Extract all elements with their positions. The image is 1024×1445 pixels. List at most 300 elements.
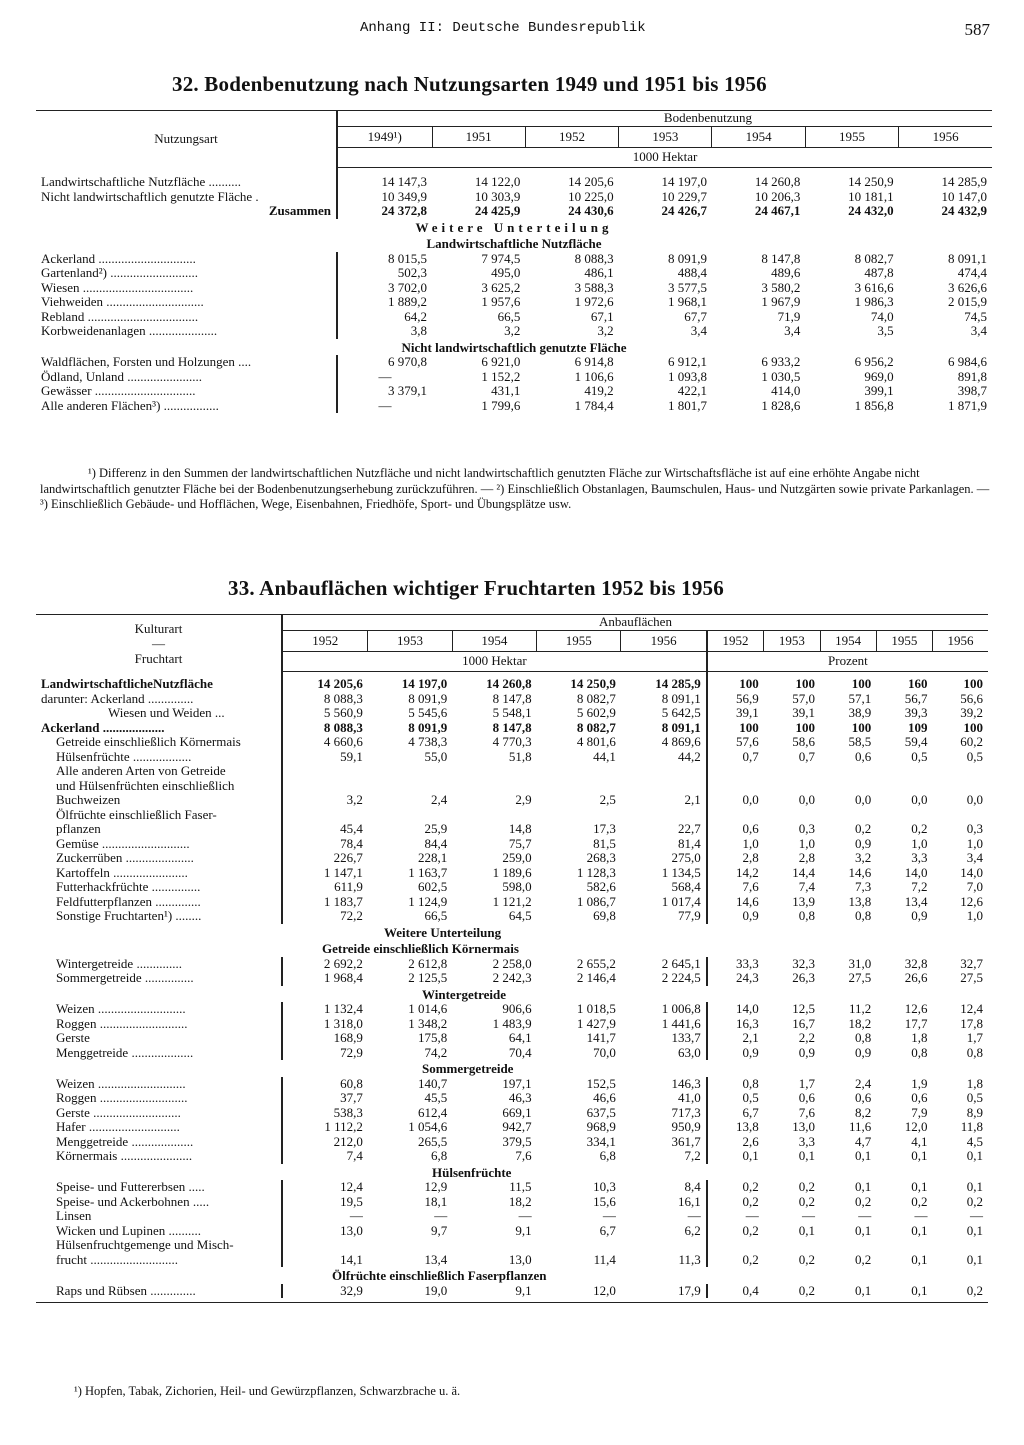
row-label: Menggetreide ................... [56, 1133, 194, 1149]
row-label: Weizen ........................... [56, 1001, 186, 1016]
cell-value: 3 616,6 [854, 279, 894, 295]
cell-value: 11,4 [593, 1251, 616, 1267]
cell-value: 38,9 [848, 705, 872, 720]
stub-header-kulturart: Kulturart [134, 620, 183, 636]
cell-value: 1 483,9 [492, 1015, 532, 1031]
cell-value: 22,7 [678, 821, 701, 836]
cell-value: 14 205,6 [568, 174, 614, 189]
cell-value: — [518, 1208, 532, 1223]
cell-value: 4 869,6 [661, 734, 701, 749]
header-row [36, 615, 988, 631]
cell-value: 275,0 [671, 850, 701, 865]
cell-value: 10 229,7 [661, 188, 707, 204]
cell-value [764, 764, 820, 779]
cell-value: 0,3 [798, 821, 815, 836]
row-label: Speise- und Ackerbohnen ..... [56, 1193, 210, 1209]
cell-value: 4 801,6 [576, 734, 616, 749]
cell-value: 100 [963, 676, 983, 691]
cell-value: 431,1 [491, 383, 521, 398]
section-spacer [36, 1267, 282, 1284]
cell-value [764, 1238, 820, 1253]
cell-value: 968,9 [586, 1119, 616, 1134]
cell-value: 59,1 [282, 750, 368, 765]
row-label: Ackerland ................... [41, 719, 165, 735]
row-label: Buchweizen [56, 792, 121, 807]
row-label: Ackerland .............................. [41, 250, 196, 266]
cell-value: 1 147,1 [282, 866, 368, 881]
cell-value: 51,8 [508, 748, 532, 764]
cell-value: 582,6 [586, 879, 616, 894]
cell-value: 0,1 [911, 1222, 928, 1238]
year-header: 1952 [282, 630, 368, 652]
table-row [36, 909, 988, 924]
cell-value: 1 957,6 [481, 294, 521, 309]
cell-value: 1,0 [966, 908, 983, 923]
cell-value: — [687, 1208, 701, 1223]
row-label: Wintergetreide .............. [56, 955, 182, 971]
cell-value: 4 738,3 [408, 734, 448, 749]
table-32 [36, 110, 992, 413]
row-label: Körnermais ...................... [56, 1148, 193, 1163]
cell-value: 133,7 [671, 1030, 701, 1045]
table-row [36, 1017, 988, 1032]
cell-value [282, 764, 368, 779]
cell-value: 0,2 [798, 1251, 815, 1267]
cell-value [537, 808, 621, 823]
section-heading: Ölfrüchte einschließlich Faserpflanzen [332, 1268, 547, 1283]
cell-value: 8 082,7 [576, 690, 616, 706]
cell-value: 2 692,2 [282, 957, 368, 972]
cell-value: 12,4 [960, 1001, 983, 1016]
cell-value: 26,6 [904, 970, 928, 985]
cell-value: 3 588,3 [574, 279, 614, 295]
unit-label: 1000 Hektar [337, 148, 992, 168]
cell-value: 0,9 [854, 835, 872, 851]
cell-value: 9,1 [515, 1282, 532, 1298]
cell-value: 2,8 [798, 850, 815, 865]
table-row [36, 822, 988, 837]
cell-value: 538,3 [282, 1106, 368, 1121]
cell-value: 77,9 [678, 908, 701, 923]
cell-value [707, 808, 764, 823]
cell-value: 334,1 [586, 1133, 616, 1149]
cell-value: 8 088,3 [282, 721, 368, 736]
cell-value: 1 427,9 [576, 1015, 616, 1031]
cell-value [932, 808, 988, 823]
cell-value: 75,7 [508, 835, 532, 851]
row-label: Raps und Rübsen .............. [56, 1282, 196, 1298]
row-label: Linsen [56, 1208, 92, 1223]
running-title: Anhang II: Deutsche Bundesrepublik [360, 20, 646, 36]
cell-value: 6 933,2 [761, 354, 801, 369]
cell-value [764, 779, 820, 794]
row-label: Kartoffeln ....................... [56, 864, 188, 880]
cell-value: 3 625,2 [481, 279, 521, 295]
cell-value: 17,9 [678, 1282, 701, 1298]
table-row [36, 750, 988, 765]
row-label: Alle anderen Arten von Getreide [56, 763, 226, 778]
cell-value: 1 967,9 [761, 294, 801, 309]
year-header: 1954 [452, 630, 536, 652]
cell-value: 24 426,7 [661, 203, 707, 218]
row-label: Gerste [56, 1030, 90, 1045]
row-label: Wicken und Lupinen .......... [56, 1222, 201, 1238]
cell-value: 1 134,5 [661, 864, 701, 880]
cell-value: 57,1 [848, 690, 872, 706]
cell-value: 6,8 [599, 1148, 616, 1163]
cell-value: 100 [795, 676, 815, 691]
table-row [36, 324, 992, 339]
cell-value: 0,8 [966, 1044, 983, 1060]
cell-value: 14 147,3 [337, 175, 432, 190]
cell-value: 2 612,8 [408, 955, 448, 971]
year-header: 1955 [805, 126, 898, 148]
table-33 [36, 614, 988, 1303]
cell-value: 37,7 [282, 1091, 368, 1106]
cell-value: 6,8 [430, 1148, 448, 1163]
row-label: Viehweiden .............................. [41, 294, 204, 309]
cell-value: 15,6 [593, 1193, 616, 1209]
cell-value: 0,2 [966, 1282, 983, 1298]
cell-value: 45,4 [282, 822, 368, 837]
section-spacer [36, 986, 282, 1003]
cell-value: 5 545,6 [408, 705, 448, 720]
cell-value: 146,3 [671, 1075, 701, 1091]
cell-value: 13,9 [792, 893, 815, 909]
cell-value: 2,2 [798, 1030, 815, 1045]
cell-value: 1 124,9 [408, 893, 448, 909]
cell-value: 0,1 [966, 1222, 983, 1238]
cell-value: 46,6 [593, 1090, 616, 1105]
cell-value: 13,4 [904, 893, 928, 909]
cell-value: 26,3 [792, 970, 815, 985]
table-row [36, 808, 988, 823]
year-header: 1953 [764, 630, 820, 652]
cell-value: 0,1 [854, 1148, 872, 1163]
cell-value: 399,1 [864, 383, 894, 398]
cell-value: 0,6 [911, 1090, 928, 1105]
cell-value: 5 548,1 [492, 705, 532, 720]
cell-value: 0,1 [854, 1179, 872, 1194]
cell-value: 74,0 [870, 308, 894, 324]
cell-value: 489,6 [771, 265, 801, 280]
table-row [36, 957, 988, 972]
cell-value: 0,2 [798, 1193, 815, 1209]
cell-value: 0,0 [798, 792, 815, 807]
cell-value: 100 [851, 676, 872, 691]
cell-value: 0,0 [707, 793, 764, 808]
cell-value: 0,2 [707, 1224, 764, 1239]
cell-value: 1 968,1 [667, 294, 707, 309]
cell-value: — [858, 1208, 872, 1223]
cell-value: 422,1 [677, 383, 707, 398]
cell-value [876, 764, 932, 779]
cell-value: 8 088,3 [282, 692, 368, 707]
row-label: LandwirtschaftlicheNutzfläche [41, 676, 213, 691]
cell-value: 3,3 [911, 850, 928, 865]
cell-value: 9,1 [515, 1222, 532, 1238]
cell-value: 25,9 [424, 821, 448, 836]
cell-value: 2 125,5 [408, 970, 448, 985]
cell-value: 13,0 [792, 1119, 815, 1134]
cell-value: 6 921,0 [481, 354, 521, 369]
cell-value: 0,2 [854, 821, 872, 836]
cell-value: 0,5 [966, 1090, 983, 1105]
cell-value [820, 808, 876, 823]
cell-value: 33,3 [707, 957, 764, 972]
cell-value: 0,9 [798, 1044, 815, 1060]
cell-value: 14 260,8 [754, 174, 801, 189]
cell-value [876, 1238, 932, 1253]
section-heading: Hülsenfrüchte [432, 1164, 512, 1180]
cell-value: 7 974,5 [481, 250, 521, 266]
table-row [36, 1253, 988, 1268]
cell-value: 0,1 [854, 1222, 872, 1238]
row-label: Feldfutterpflanzen .............. [56, 893, 201, 909]
cell-value: 1,7 [966, 1030, 983, 1045]
cell-value: 24 430,6 [568, 203, 614, 218]
cell-value: 611,9 [282, 880, 368, 895]
cell-value: 0,6 [707, 822, 764, 837]
cell-value: 0,4 [707, 1284, 764, 1299]
cell-value [452, 808, 536, 823]
cell-value: 4 660,6 [282, 735, 368, 750]
cell-value: 0,1 [966, 1179, 983, 1194]
year-header: 1953 [619, 126, 712, 148]
table-row [36, 764, 988, 779]
sub-title: Weitere Unterteilung [384, 924, 502, 940]
cell-value [452, 1238, 536, 1253]
stub-header-dash: — [152, 635, 165, 651]
row-label: Roggen ........................... [56, 1090, 188, 1105]
section-heading: Wintergetreide [422, 986, 506, 1002]
unit-label: 1000 Hektar [282, 652, 707, 672]
cell-value: 11,3 [678, 1251, 701, 1267]
header-row [36, 111, 992, 127]
cell-value: 0,0 [854, 792, 872, 807]
table-row [36, 880, 988, 895]
cell-value: 1 189,6 [492, 864, 532, 880]
cell-value: 0,1 [707, 1149, 764, 1164]
cell-value: 379,5 [502, 1133, 532, 1149]
cell-value: 2 645,1 [661, 955, 701, 971]
year-header: 1955 [537, 630, 621, 652]
cell-value: 14,4 [792, 864, 815, 880]
cell-value: 60,8 [282, 1077, 368, 1092]
cell-value: 4,7 [854, 1133, 872, 1149]
unit-label: Prozent [707, 652, 988, 672]
section-row [36, 1164, 988, 1181]
cell-value: 891,8 [957, 368, 987, 384]
row-label: Speise- und Futtererbsen ..... [56, 1179, 205, 1194]
row-label: Landwirtschaftliche Nutzfläche .......... [41, 174, 241, 189]
cell-value: 39,3 [904, 705, 928, 720]
cell-value: 474,4 [957, 265, 987, 280]
cell-value [368, 808, 452, 823]
table-row [36, 1209, 988, 1224]
cell-value: — [602, 1208, 616, 1223]
cell-value: — [914, 1208, 928, 1223]
cell-value: 602,5 [417, 879, 448, 894]
cell-value: 59,4 [904, 734, 928, 749]
year-header: 1952 [525, 126, 618, 148]
cell-value: 8 147,8 [492, 719, 532, 735]
page-number: 587 [964, 20, 990, 39]
cell-value: 7,9 [911, 1104, 928, 1120]
cell-value: 717,3 [671, 1104, 701, 1120]
cell-value: 7,0 [966, 879, 983, 894]
cell-value: 6,2 [684, 1222, 701, 1238]
cell-value: 1,8 [911, 1030, 928, 1045]
row-label: Gemüse ........................... [56, 835, 190, 851]
year-header: 1955 [876, 630, 932, 652]
cell-value: 268,3 [586, 850, 616, 865]
table-row [36, 735, 988, 750]
row-label: Menggetreide ................... [56, 1044, 194, 1060]
cell-value: 13,0 [508, 1251, 532, 1267]
cell-value: 8 147,8 [761, 250, 801, 266]
cell-value: 17,7 [904, 1015, 928, 1031]
cell-value: 1 093,8 [667, 368, 707, 384]
row-label: Waldflächen, Forsten und Holzungen .... [41, 354, 252, 369]
cell-value: 14,2 [707, 866, 764, 881]
cell-value: 212,0 [282, 1135, 368, 1150]
cell-value: 27,5 [848, 970, 872, 985]
cell-value: 2,4 [854, 1075, 872, 1091]
row-label: Gartenland²) ........................... [41, 265, 198, 280]
cell-value: 11,2 [848, 1001, 872, 1016]
cell-value: 39,1 [792, 705, 815, 720]
cell-value: 10,3 [593, 1179, 616, 1194]
year-header: 1953 [368, 630, 452, 652]
row-label: Hülsenfruchtgemenge und Misch- [56, 1237, 234, 1252]
cell-value: 56,7 [904, 690, 928, 706]
cell-value: 175,8 [417, 1030, 448, 1045]
cell-value [876, 779, 932, 794]
cell-value: 8 091,9 [667, 250, 707, 266]
cell-value: 74,5 [964, 308, 987, 324]
cell-value: 39,2 [960, 705, 983, 720]
cell-value: 8 091,1 [948, 250, 987, 266]
table-row [36, 252, 992, 267]
table-row [36, 266, 992, 281]
cell-value: 12,9 [424, 1179, 448, 1194]
cell-value: 0,8 [854, 908, 872, 923]
cell-value: 8,9 [966, 1104, 983, 1120]
cell-value: 1 018,5 [576, 1001, 616, 1016]
cell-value: 1 828,6 [761, 397, 801, 413]
cell-value: 0,7 [798, 748, 815, 764]
cell-value: 14 205,6 [282, 677, 368, 692]
cell-value: 1 132,4 [282, 1002, 368, 1017]
cell-value: 7,6 [707, 880, 764, 895]
cell-value: — [970, 1208, 983, 1223]
cell-value: 4,5 [966, 1133, 983, 1149]
table-row [36, 1031, 988, 1046]
row-label: Zusammen [268, 203, 331, 218]
cell-value: 14 122,0 [474, 174, 521, 189]
cell-value [621, 1238, 707, 1253]
row-label: Gerste ........................... [56, 1104, 181, 1120]
cell-value: 1 054,6 [408, 1119, 448, 1134]
cell-value: 81,4 [678, 835, 701, 851]
cell-value: 13,0 [282, 1224, 368, 1239]
table-row [36, 677, 988, 692]
cell-value: 1 856,8 [854, 397, 894, 413]
cell-value [820, 779, 876, 794]
cell-value: 0,5 [707, 1091, 764, 1106]
row-label: Sonstige Fruchtarten¹) ........ [56, 908, 202, 923]
cell-value [537, 779, 621, 794]
cell-value: — [707, 1209, 764, 1224]
cell-value: 1 972,6 [574, 294, 614, 309]
cell-value: 14 197,0 [401, 676, 448, 691]
cell-value: 1,9 [911, 1075, 928, 1091]
cell-value: 0,9 [707, 1046, 764, 1061]
cell-value: 10 349,9 [337, 190, 432, 205]
cell-value: 1 889,2 [337, 295, 432, 310]
cell-value: 13,4 [424, 1251, 448, 1267]
cell-value: 3,4 [966, 850, 983, 865]
cell-value: 1,0 [966, 835, 983, 851]
cell-value: 100 [707, 677, 764, 692]
cell-value: 0,3 [966, 821, 983, 836]
cell-value: 56,9 [707, 692, 764, 707]
year-header: 1956 [899, 126, 992, 148]
group-header: Anbauflächen [282, 615, 988, 631]
cell-value: 14 197,0 [661, 174, 707, 189]
cell-value: 2 242,3 [492, 970, 532, 985]
cell-value: 1 799,6 [481, 397, 521, 413]
cell-value [368, 1238, 452, 1253]
cell-value [452, 779, 536, 794]
cell-value: 12,5 [792, 1001, 815, 1016]
cell-value: — [802, 1208, 815, 1223]
cell-value: 1 163,7 [408, 864, 448, 880]
cell-value: 84,4 [424, 835, 448, 851]
section-spacer [36, 924, 282, 941]
cell-value: 2,6 [707, 1135, 764, 1150]
cell-value: 414,0 [771, 383, 801, 398]
cell-value: 14,0 [904, 864, 928, 880]
cell-value: 3 577,5 [667, 279, 707, 295]
cell-value: 0,2 [854, 1251, 872, 1267]
cell-value: 0,7 [707, 750, 764, 765]
cell-value: 7,4 [282, 1149, 368, 1164]
year-header: 1949¹) [337, 126, 432, 148]
cell-value: 8 082,7 [576, 719, 616, 735]
cell-value: 100 [851, 719, 872, 735]
cell-value: 1 318,0 [282, 1017, 368, 1032]
cell-value [368, 764, 452, 779]
cell-value: 14,0 [960, 864, 983, 880]
cell-value: — [434, 1208, 448, 1223]
row-label: Hafer ............................ [56, 1119, 180, 1134]
cell-value [282, 779, 368, 794]
cell-value: 1 086,7 [576, 893, 616, 909]
cell-value: 67,7 [684, 308, 707, 324]
cell-value: 19,0 [424, 1282, 448, 1298]
cell-value: 7,6 [798, 1104, 815, 1120]
row-label: Gewässer ............................... [41, 383, 196, 398]
cell-value: 8 091,9 [408, 719, 448, 735]
cell-value: 1,0 [707, 837, 764, 852]
cell-value: 7,2 [684, 1148, 701, 1163]
cell-value: 2,9 [515, 792, 532, 807]
cell-value: 1 871,9 [948, 397, 987, 413]
cell-value [282, 1238, 368, 1253]
row-label: Rebland .................................. [41, 308, 199, 324]
